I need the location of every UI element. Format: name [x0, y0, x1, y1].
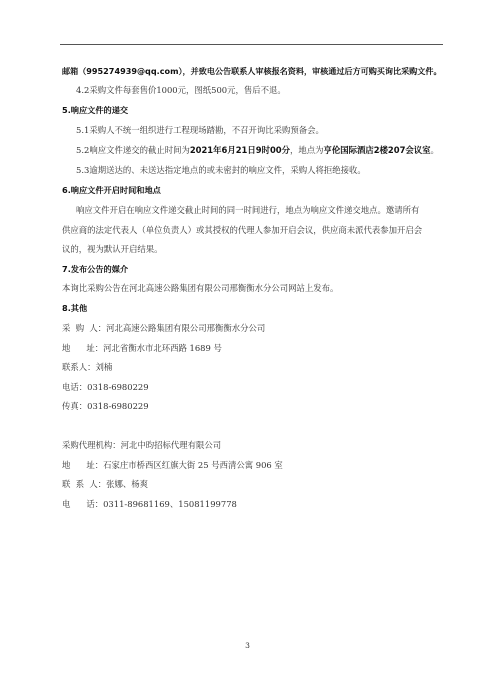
- section-7-heading: 7.发布公告的媒介: [62, 264, 129, 274]
- purchaser-line: 采 购 人：河北高速公路集团有限公司邢衡衡水分公司: [62, 323, 266, 333]
- section-5-heading: 5.响应文件的递交: [62, 105, 129, 115]
- section-7-line: 本询比采购公告在河北高速公路集团有限公司邢衡衡水分公司网站上发布。: [62, 283, 339, 293]
- deadline-time: 2021年6月21日9时00分: [189, 145, 290, 155]
- agency-contact-line: 联 系 人：张娜、杨爽: [62, 479, 149, 489]
- page-number: 3: [245, 641, 250, 650]
- section-6-para-line1: 响应文件开启在响应文件递交截止时间的同一时间进行，地点为响应文件递交地点。邀请所有: [76, 205, 420, 215]
- agency-phone-line: 电 话：0311-89681169、15081199778: [62, 499, 237, 509]
- purchaser-fax-line: 传真：0318-6980229: [62, 401, 149, 411]
- agency-address-line: 地 址：石家庄市桥西区红旗大街 25 号西清公寓 906 室: [62, 460, 283, 470]
- section-6-para-line3: 议的，视为默认开启结果。: [62, 244, 163, 254]
- document-price-line: 4.2采购文件每套售价1000元，图纸500元，售后不退。: [76, 85, 286, 95]
- section-5-3-line: 5.3逾期送达的、未送达指定地点的或未密封的响应文件，采购人将拒绝接收。: [76, 165, 366, 175]
- section-8-heading: 8.其他: [62, 303, 88, 313]
- section-6-para-line2: 供应商的法定代表人（单位负责人）或其授权的代理人参加开启会议，供应商未派代表参加开启会: [62, 225, 423, 235]
- section-6-heading: 6.响应文件开启时间和地点: [62, 185, 161, 195]
- registration-email-line: 邮箱（995274939@qq.com），并致电公告联系人审核报名资料，审核通过后方可购买询比采购文件。: [62, 66, 442, 76]
- purchaser-phone-line: 电话：0318-6980229: [62, 382, 149, 392]
- agency-line: 采购代理机构：河北中昀招标代理有限公司: [62, 440, 222, 450]
- section-5-2-line: 5.2响应文件递交的截止时间为2021年6月21日9时00分，地点为亨伦国际酒店2楼207会议室。: [76, 145, 439, 155]
- header-rule: [60, 44, 443, 45]
- section-5-1-line: 5.1采购人不统一组织进行工程现场踏勘，不召开询比采购预备会。: [76, 125, 324, 135]
- purchaser-address-line: 地 址：河北省衡水市北环西路 1689 号: [62, 343, 222, 353]
- deadline-venue: 亨伦国际酒店2楼207会议室: [323, 145, 431, 155]
- purchaser-contact-line: 联系人：刘楠: [62, 362, 113, 372]
